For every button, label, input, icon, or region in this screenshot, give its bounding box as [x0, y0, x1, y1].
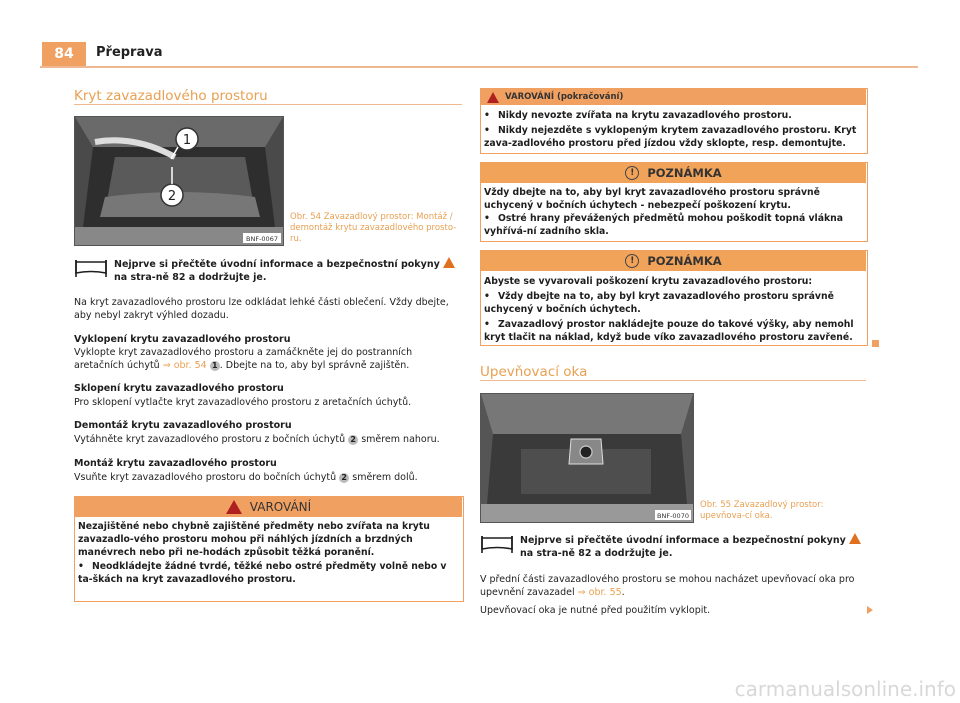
note-2-bullet-1: • Vždy dbejte na to, aby byl kryt zavazadlového prostoru správně uchycený v bočních úchytech. [484, 291, 834, 315]
para-3-text: Vytáhněte kryt zavazadlového prostoru z bočních úchytů [74, 434, 346, 445]
figure-code-55: BNF-0070 [657, 512, 689, 520]
note-2-bullet-2: • Zavazadlový prostor nakládejte pouze do takové výšky, aby nemohl kryt tlačit na náklad, když bude víko zavazadlového prostoru zavřené. [484, 319, 854, 343]
warning-bullet: • Neodkládejte žádné tvrdé, těžké nebo ostré předměty volně nebo v ta-škách na kryt zavazadlového prostoru. [78, 561, 447, 585]
warning-cont-title: VAROVÁNÍ (pokračování) [505, 92, 624, 102]
note-header-2 [481, 251, 866, 271]
warning-bullet-text: Neodkládejte žádné tvrdé, těžké nebo ostré předměty volně nebo v ta-škách na kryt zavazadlového prostoru. [78, 561, 447, 585]
para-3 [74, 433, 464, 446]
trunk-cover-illustration [75, 117, 283, 245]
note-header-1 [481, 163, 866, 183]
warning-cont-b1-text: Nikdy nevozte zvířata na krytu zavazadlového prostoru. [497, 110, 792, 121]
subheading-1: Vyklopení krytu zavazadlového prostoru [74, 334, 291, 345]
heading-rule [74, 104, 462, 105]
exclamation-icon: ! [625, 254, 639, 268]
warning-title: VAROVÁNÍ [249, 500, 312, 514]
page-number-text: 84 [54, 46, 74, 62]
para-tie-1 [480, 573, 868, 599]
intro-text: Nejprve si přečtěte úvodní informace a bezpečnostní pokyny [114, 259, 440, 270]
continue-arrow-icon [867, 606, 873, 614]
note-1-text: Vždy dbejte na to, aby byl kryt zavazadlového prostoru správně uchycený v bočních úchytech - nebezpečí poškození krytu. [484, 187, 820, 211]
para-4-text: Vsuňte kryt zavazadlového prostoru do bočních úchytů [74, 472, 337, 483]
subheading-3: Demontáž krytu zavazadlového prostoru [74, 420, 292, 431]
para-tie-1-text: V přední části zavazadlového prostoru se mohou nacházet upevňovací oka pro upevnění zavazadel [480, 574, 855, 598]
warning-text: Nezajištěné nebo chybně zajištěné předměty nebo zvířata na krytu zavazadlo-vého prostoru mohou při náhlých jízdních a brzdných manévrech nebo při ne-hodách způsobit těžká poranění. [78, 521, 430, 558]
para-1 [74, 346, 464, 372]
callout-ref-2: 2 [348, 435, 358, 445]
page-number [42, 42, 86, 66]
callout-ref-1: 1 [210, 361, 220, 371]
section-heading-tie-downs: Upevňovací oka [480, 364, 588, 380]
warning-cont-header [481, 89, 866, 105]
section-heading-cover: Kryt zavazadlového prostoru [74, 88, 268, 104]
note-1-bullet: • Ostré hrany převážených předmětů mohou poškodit topná vlákna vyhřívá-ní zadního skla. [484, 213, 844, 237]
subheading-4: Montáž krytu zavazadlového prostoru [74, 458, 277, 469]
note-title-2: POZNÁMKA [647, 254, 722, 268]
watermark: carmanualsonline.info [734, 677, 956, 701]
tie-down-illustration [481, 394, 693, 522]
warning-triangle-icon [487, 92, 499, 103]
para-1-text: Vyklopte kryt zavazadlového prostoru a zamáčkněte jej do postranních aretačních úchytů [74, 347, 413, 371]
book-icon [480, 534, 514, 558]
para-intro: Na kryt zavazadlového prostoru lze odkládat lehké části oblečení. Vždy dbejte, aby nebyl zakryt výhled dozadu. [74, 297, 449, 321]
callout-ref-2b: 2 [339, 473, 349, 483]
header-rule [40, 66, 918, 68]
warning-triangle-icon [443, 257, 455, 268]
para-1-text-end: . Dbejte na to, aby byl správně zajištěn. [219, 360, 410, 371]
warning-cont-bullet-1: • Nikdy nevozte zvířata na krytu zavazadlového prostoru. [484, 110, 792, 121]
warning-triangle-icon [849, 533, 861, 544]
callout-2-label: 2 [167, 189, 177, 204]
para-3-text-end: směrem nahoru. [358, 434, 440, 445]
note-2-b2-text: Zavazadlový prostor nakládejte pouze do takové výšky, aby nemohl kryt tlačit na náklad, když bude víko zavazadlového prostoru zavřené. [484, 319, 854, 343]
intro-2-suffix: na stra-ně 82 a dodržujte je. [520, 548, 673, 559]
figure-55 [480, 393, 694, 523]
warning-header [75, 497, 462, 517]
book-icon [74, 258, 108, 282]
callout-1-label: 1 [182, 133, 192, 148]
warning-cont-bullet-2: • Nikdy nejezděte s vyklopeným krytem zavazadlového prostoru. Kryt zava-zadlového prostoru před jízdou vždy sklopte, resp. demontujte. [484, 125, 857, 149]
figure-55-link[interactable]: ⇒ obr. 55 [577, 587, 622, 598]
section-end-marker [872, 340, 879, 347]
intro-suffix: na stra-ně 82 a dodržujte je. [114, 272, 267, 283]
para-tie-1-end: . [621, 587, 625, 598]
subheading-2: Sklopení krytu zavazadlového prostoru [74, 383, 284, 394]
warning-triangle-icon [226, 500, 242, 514]
warning-cont-b2-text: Nikdy nejezděte s vyklopeným krytem zavazadlového prostoru. Kryt zava-zadlového prostoru před jízdou vždy sklopte, resp. demontujte. [484, 125, 857, 149]
para-4-text-end: směrem dolů. [349, 472, 418, 483]
intro-2-text: Nejprve si přečtěte úvodní informace a bezpečnostní pokyny [520, 535, 846, 546]
para-4 [74, 471, 464, 484]
figure-54-link[interactable]: ⇒ obr. 54 [162, 360, 207, 371]
section-title: Přeprava [96, 45, 163, 60]
note-2-text: Abyste se vyvarovali poškození krytu zavazadlového prostoru: [484, 276, 813, 287]
heading-rule-2 [480, 380, 866, 381]
intro-note [114, 257, 464, 284]
exclamation-icon: ! [625, 166, 639, 180]
intro-note-2 [520, 533, 868, 560]
para-2: Pro sklopení vytlačte kryt zavazadlového prostoru z aretačních úchytů. [74, 397, 412, 408]
figure-55-caption: Obr. 55 Zavazadlový prostor: upevňova-cí oka. [700, 500, 824, 521]
para-tie-2: Upevňovací oka je nutné před použitím vyklopit. [480, 605, 711, 616]
figure-code: BNF-0067 [246, 235, 278, 243]
note-1-bullet-text: Ostré hrany převážených předmětů mohou poškodit topná vlákna vyhřívá-ní zadního skla. [484, 213, 844, 237]
figure-54 [74, 116, 284, 246]
note-2-b1-text: Vždy dbejte na to, aby byl kryt zavazadlového prostoru správně uchycený v bočních úchytech. [484, 291, 834, 315]
note-title-1: POZNÁMKA [647, 166, 722, 180]
figure-54-caption: Obr. 54 Zavazadlový prostor: Montáž / demontáž krytu zavazadlového prosto-ru. [290, 212, 457, 244]
